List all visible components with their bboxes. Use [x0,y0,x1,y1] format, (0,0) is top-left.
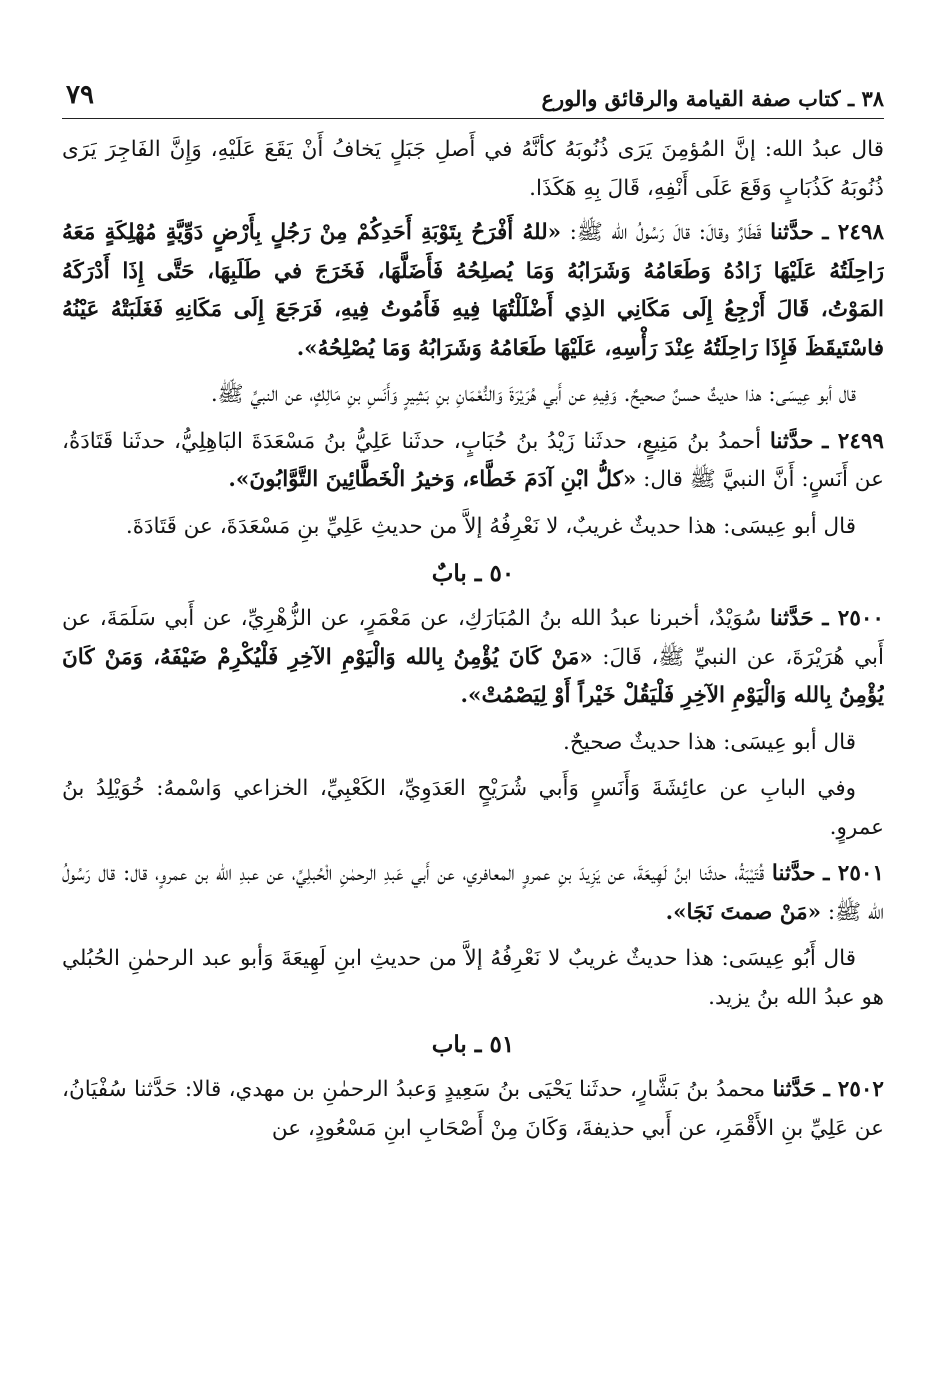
hadith-haddathana: حدَّثنا [770,220,814,245]
hadith-matn: «مَنْ كَانَ يُؤْمِنُ بِالله وَالْيَوْمِ الآخِرِ فَلْيُكْرِمْ ضَيْفَهُ، وَمَنْ كَانَ يُؤْمِنُ بِالله وَالْيَوْمِ الآخِرِ فَلْيَقُلْ خَيْراً أَوْ لِيَصْمُتْ». [62,644,884,708]
chapter-heading-51: ٥١ ـ باب [431,1031,515,1058]
page-number: ٧٩ [66,80,94,110]
commentary-2500-chapter: وفي البابِ عن عائِشَةَ وَأَنَسٍ وَأَبي شُرَيْحٍ العَدَوِيِّ، الكَعْبِيِّ، الخزاعي وَاسْمهُ: خُوَيْلِدُ بنُ عمروٍ. [62,776,884,840]
hadith-haddathana: حَدَّثنا [770,606,814,631]
hadith-matn: «مَنْ صمتَ نَجَا». [665,899,822,925]
hadith-haddathana: حَدَّثنا [772,1077,817,1102]
commentary-2500-grading: قال أبو عِيسَى: هذا حديثٌ صحيحٌ. [563,729,856,755]
hadith-isnad: سُوَيْدٌ، أخبرنا عبدُ الله بنُ المُبَارَكِ، عن مَعْمَرٍ، عن الزُّهْرِيِّ، عن أَبي سَلَمَةَ، عن أَبي هُرَيْرَةَ، عن النبيِّ ﷺ، قَالَ: [62,606,884,670]
hadith-matn: «كلُّ ابْنِ آدَمَ خَطَّاء، وَخيرُ الْخَطَّائِينَ التَّوَّابُونَ». [228,467,637,492]
hadith-2501 [62,855,884,932]
hadith-number: ٢٥٠٠ ـ [822,606,884,631]
hadith-2499 [62,423,884,500]
commentary-2501: قال أَبُو عِيسَى: هذا حديثٌ غريبٌ لا نَعْرِفُهُ إلاَّ من حديثِ ابنِ لَهِيعَةَ وَأبو عبد الرحمٰنِ الحُبُلي هو عبدُ الله بنُ يزيد. [62,946,884,1010]
hadith-number: ٢٤٩٨ ـ [822,220,884,245]
running-title: ٣٨ ـ كتاب صفة القيامة والرقائق والورع [541,86,884,111]
hadith-matn: «للهُ أَفْرَحُ بِتَوْبَةِ أَحَدِكُمْ مِنْ رَجُلٍ بِأَرْضٍ دَوِّيَّةٍ مُهْلِكَةٍ مَعَهُ رَاحِلَتُهُ عَلَيْهَا زَادُهُ وَطَعَامُهُ وَشَرَابُهُ وَمَا يُصلِحُهُ فَأَضَلَّهَا، فَخَرَجَ في طَلَبِهَا، حَتَّى إِذَا أَدْرَكَهُ المَوْتُ، قَالَ أَرْجِعُ إِلَى مَكَانِي الذِي أَضْلَلْتُهَا فِيهِ فَأَمُوتُ فِيهِ، فَرَجَعَ إِلَى مَكَانِهِ فَغَلَبَتْهُ عَيْنُهُ فاسْتَيقَظَ فَإِذَا رَاحِلَتُهُ عِنْدَ رَأْسِهِ، عَلَيْهَا طَعَامُهُ وَشَرَابُهُ وَمَا يُصْلِحُهُ». [62,220,884,361]
hadith-isnad: أحمدُ بنُ مَنِيعٍ، حدثَنا زَيْدُ بنُ حُبَابٍ، حدثَنا عَلِيُّ بنُ مَسْعَدَةَ البَاهِلِيُّ، حدثَنا قَتَادَةُ، عن أَنَسٍ: أَنَّ النبيَّ ﷺ قال: [62,428,884,492]
hadith-isnad: قُتَيْبَةُ، حدثَنا ابنُ لَهِيعَةَ، عن يَزِيدَ بنِ عمروٍ المعافري، عن أَبي عَبدِ الرحمٰنِ الْحُبلِيِّ، عن عبدِ الله بن عمروٍ، قال: قال رَسُولُ الله ﷺ: [62,861,884,925]
paragraph-abdullah-saying: قال عبدُ الله: إنَّ المُؤمِنَ يَرَى ذُنُوبَهُ كأنَّهُ في أَصلِ جَبَلٍ يَخافُ أَنْ يَقَعَ عَلَيْهِ، وَإِنَّ الفَاجِرَ يَرَى ذُنُوبَهُ كَذُبَابٍ وَقَعَ عَلَى أَنْفِهِ، قَالَ بِهِ هَكَذَا. [62,137,884,201]
hadith-2498 [62,214,884,368]
hadith-isnad: محمدُ بنُ بَشَّارٍ، حدثَنا يَحْيَى بنُ سَعِيدٍ وَعبدُ الرحمٰنِ بن مهدي، قالا: حَدَّثنا سُفْيَانُ، عن عَلِيِّ بنِ الأَقْمَرِ، عن أَبي حذيفةَ، وَكَانَ مِنْ أَصْحَابِ ابنِ مَسْعُودٍ، عن [62,1077,884,1141]
hadith-2500 [62,600,884,716]
commentary-2499: قال أبو عِيسَى: هذا حديثٌ غريبٌ، لا نَعْرِفُهُ إلاَّ من حديثِ عَلِيِّ بنِ مَسْعَدَةَ، عن قَتَادَةَ. [125,513,856,539]
hadith-number: ٢٥٠٢ ـ [823,1077,884,1102]
hadith-2502 [62,1071,884,1148]
hadith-number: ٢٥٠١ ـ [823,861,884,886]
page-header [62,78,884,119]
commentary-2498: قال أبو عِيسَى: هذا حديثٌ حسنٌ صحيحٌ. وَفِيهِ عن أَبي هُرَيْرَةَ وَالنُّعْمَانِ بنِ بَشِيرٍ وَأَنَسِ بنِ مَالِكٍ، عن النبيِّ ﷺ. [210,382,856,407]
hadith-number: ٢٤٩٩ ـ [822,428,884,454]
hadith-isnad: قَطَارٌ وقالَ: قالَ رَسُولُ الله ﷺ: [569,220,762,245]
hadith-haddathana: حدَّثنا [771,861,816,886]
chapter-heading-50: ٥٠ ـ بابٌ [431,560,515,587]
hadith-haddathana: حدَّثنا [769,428,814,454]
book-page [62,78,884,1368]
